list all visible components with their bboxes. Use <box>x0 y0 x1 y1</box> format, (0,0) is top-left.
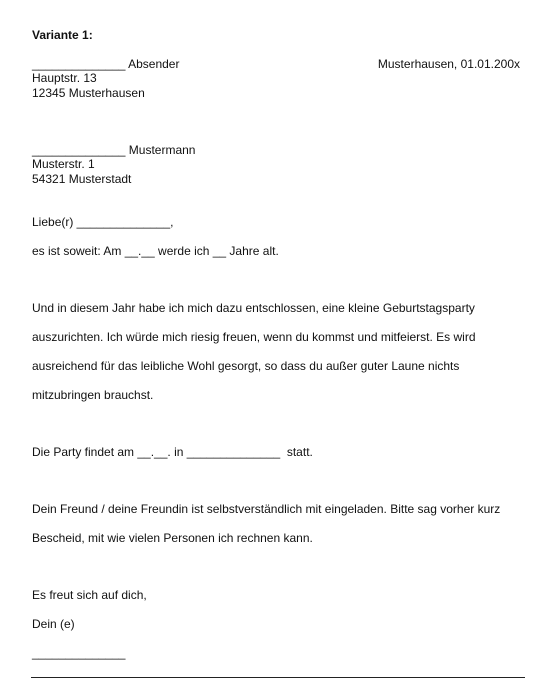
closing: Es freut sich auf dich, <box>32 588 147 602</box>
paragraph1-line: ausreichend für das leibliche Wohl gesorgt, so dass du außer guter Laune nichts <box>32 359 460 373</box>
recipient-street: Musterstr. 1 <box>32 157 95 171</box>
paragraph2-line: Dein Freund / deine Freundin ist selbstverständlich mit eingeladen. Bitte sag vorher kurz <box>32 502 501 516</box>
heading: Variante 1: <box>32 28 93 42</box>
paragraph2-line: Bescheid, mit wie vielen Personen ich rechnen kann. <box>32 531 313 545</box>
paragraph1-line: Und in diesem Jahr habe ich mich dazu entschlossen, eine kleine Geburtstagsparty <box>32 301 475 315</box>
recipient-city: 54321 Musterstadt <box>32 172 132 186</box>
sender-city: 12345 Musterhausen <box>32 86 145 100</box>
place-date: Musterhausen, 01.01.200x <box>377 57 520 71</box>
recipient-line: ______________ Mustermann <box>32 143 196 157</box>
bottom-divider <box>31 677 525 678</box>
signature-line: ______________ <box>32 646 126 660</box>
closing-name: Dein (e) <box>32 617 75 631</box>
salutation: Liebe(r) ______________, <box>32 215 174 229</box>
paragraph1-line: mitzubringen brauchst. <box>32 388 154 402</box>
sender-street: Hauptstr. 13 <box>32 71 97 85</box>
intro-line: es ist soweit: Am __.__ werde ich __ Jahre alt. <box>32 244 279 258</box>
sender-line: ______________ Absender <box>32 57 180 71</box>
party-line: Die Party findet am __.__. in ______________ statt. <box>32 445 313 459</box>
paragraph1-line: auszurichten. Ich würde mich riesig freuen, wenn du kommst und mitfeierst. Es wird <box>32 330 476 344</box>
